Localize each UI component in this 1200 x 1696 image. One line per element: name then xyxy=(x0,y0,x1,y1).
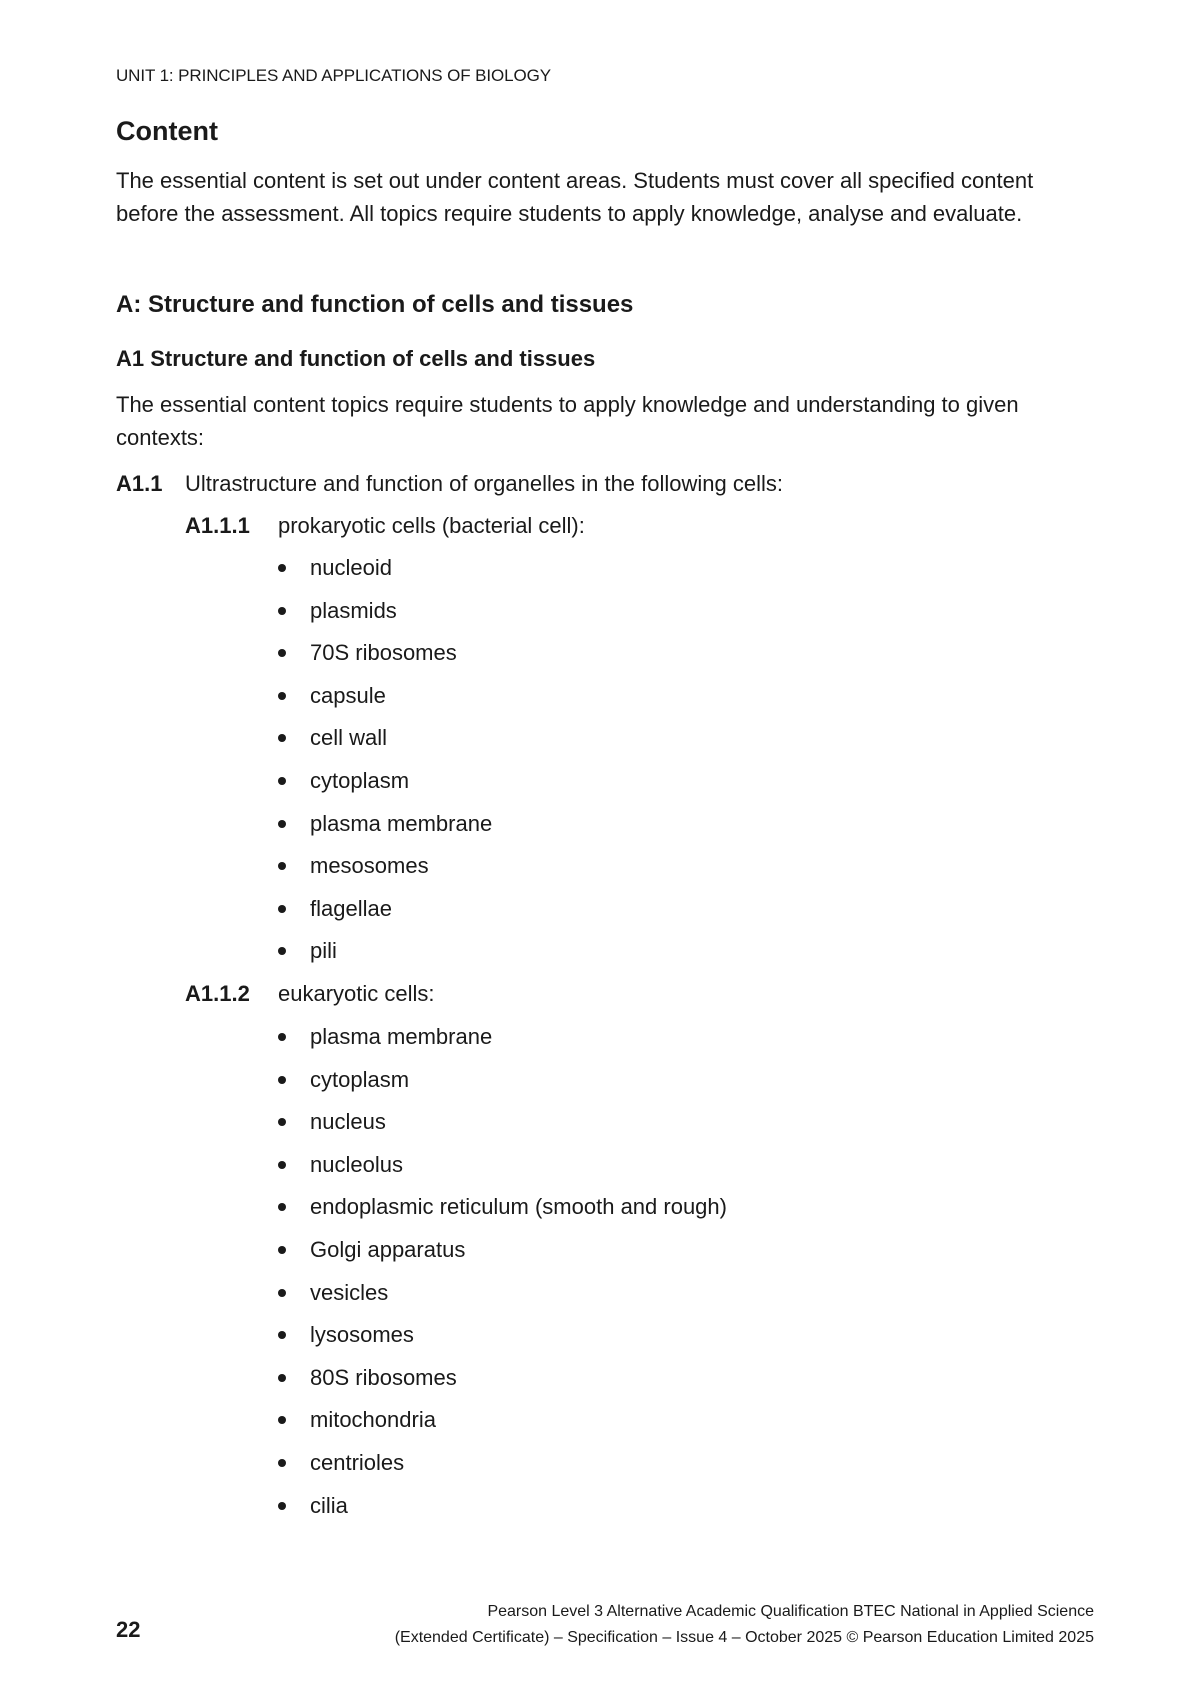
bullet-icon xyxy=(278,1161,286,1169)
list-item: lysosomes xyxy=(278,1318,727,1361)
list-item: mitochondria xyxy=(278,1403,727,1446)
bullet-icon xyxy=(278,1416,286,1424)
subtopic-text: prokaryotic cells (bacterial cell): xyxy=(278,513,585,538)
bullet-icon xyxy=(278,1246,286,1254)
bullet-icon xyxy=(278,1203,286,1211)
list-item: nucleus xyxy=(278,1105,727,1148)
bullet-icon xyxy=(278,1033,286,1041)
footer-line: Pearson Level 3 Alternative Academic Qualification BTEC National in Applied Science xyxy=(487,1603,1094,1620)
bullet-icon xyxy=(278,692,286,700)
topic-number: A1.1 xyxy=(116,471,163,496)
bullet-icon xyxy=(278,1374,286,1382)
topic-text: Ultrastructure and function of organelles in the following cells: xyxy=(185,471,783,496)
list-item: cytoplasm xyxy=(278,764,492,807)
footer-line: (Extended Certificate) – Specification – Issue 4 – October 2025 © Pearson Education Limited 2025 xyxy=(394,1629,1094,1646)
subtopic-number: A1.1.2 xyxy=(185,981,250,1006)
section-heading: A: Structure and function of cells and tissues xyxy=(116,291,634,318)
sub-heading: A1 Structure and function of cells and tissues xyxy=(116,346,596,371)
topic-a1-1-1 xyxy=(185,509,985,542)
list-item: capsule xyxy=(278,679,492,722)
subtopic-number: A1.1.1 xyxy=(185,513,250,538)
list-item: plasmids xyxy=(278,594,492,637)
bullet-icon xyxy=(278,1076,286,1084)
bullet-icon xyxy=(278,649,286,657)
list-item: 80S ribosomes xyxy=(278,1361,727,1404)
prokaryotic-organelle-list xyxy=(278,551,492,977)
list-item: plasma membrane xyxy=(278,1020,727,1063)
bullet-icon xyxy=(278,777,286,785)
list-item: mesosomes xyxy=(278,849,492,892)
list-item: Golgi apparatus xyxy=(278,1233,727,1276)
bullet-icon xyxy=(278,1331,286,1339)
topic-a1-1-2 xyxy=(185,977,985,1010)
bullet-icon xyxy=(278,564,286,572)
sub-intro-paragraph: The essential content topics require students to apply knowledge and understanding to given contexts: xyxy=(116,392,1019,450)
list-item: nucleoid xyxy=(278,551,492,594)
bullet-icon xyxy=(278,734,286,742)
bullet-icon xyxy=(278,1289,286,1297)
content-heading: Content xyxy=(116,116,218,146)
page-number: 22 xyxy=(116,1617,141,1642)
list-item: 70S ribosomes xyxy=(278,636,492,679)
bullet-icon xyxy=(278,1118,286,1126)
topic-a1-1 xyxy=(116,467,1016,500)
bullet-icon xyxy=(278,1459,286,1467)
subtopic-text: eukaryotic cells: xyxy=(278,981,435,1006)
intro-paragraph: The essential content is set out under content areas. Students must cover all specified content before the assessment. All topics require students to apply knowledge, analyse and evaluate. xyxy=(116,168,1034,226)
list-item: endoplasmic reticulum (smooth and rough) xyxy=(278,1190,727,1233)
list-item: flagellae xyxy=(278,892,492,935)
list-item: cilia xyxy=(278,1489,727,1532)
list-item: pili xyxy=(278,934,492,977)
list-item: cytoplasm xyxy=(278,1063,727,1106)
list-item: cell wall xyxy=(278,721,492,764)
footer-publication-info xyxy=(395,1599,1094,1651)
list-item: centrioles xyxy=(278,1446,727,1489)
bullet-icon xyxy=(278,607,286,615)
eukaryotic-organelle-list xyxy=(278,1020,727,1531)
list-item: nucleolus xyxy=(278,1148,727,1191)
bullet-icon xyxy=(278,820,286,828)
running-header: UNIT 1: PRINCIPLES AND APPLICATIONS OF BIOLOGY xyxy=(116,66,552,85)
list-item: plasma membrane xyxy=(278,807,492,850)
bullet-icon xyxy=(278,905,286,913)
list-item: vesicles xyxy=(278,1276,727,1319)
bullet-icon xyxy=(278,947,286,955)
bullet-icon xyxy=(278,1502,286,1510)
bullet-icon xyxy=(278,862,286,870)
